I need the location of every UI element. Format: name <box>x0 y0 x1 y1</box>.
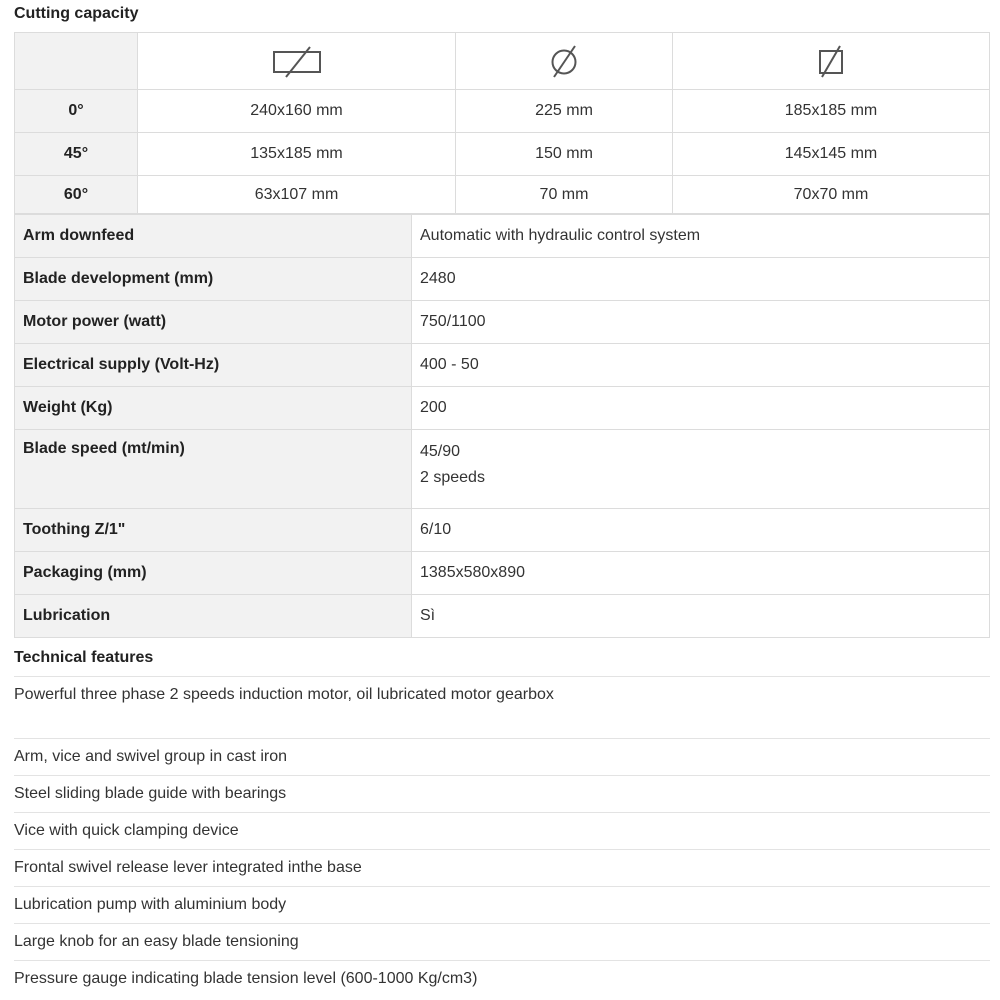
spec-label: Lubrication <box>15 595 412 638</box>
spec-label: Blade development (mm) <box>15 258 412 301</box>
square-section-cell <box>673 33 990 90</box>
technical-features-list <box>14 677 990 997</box>
capacity-row <box>15 176 990 214</box>
square-capacity-cell: 70x70 mm <box>673 176 990 214</box>
spec-value: 200 <box>412 387 990 430</box>
rect-capacity-cell: 135x185 mm <box>138 133 456 176</box>
round-section-icon <box>456 43 672 79</box>
feature-item: Arm, vice and swivel group in cast iron <box>14 739 990 776</box>
spec-row <box>15 301 990 344</box>
round-capacity-cell: 70 mm <box>456 176 673 214</box>
round-capacity-cell: 225 mm <box>456 90 673 133</box>
spec-value: Sì <box>412 595 990 638</box>
capacity-row <box>15 133 990 176</box>
spec-row <box>15 215 990 258</box>
angle-cell: 0° <box>15 90 138 133</box>
technical-features-title: Technical features <box>14 638 990 677</box>
spec-value-line: 2 speeds <box>420 469 485 486</box>
spec-row <box>15 509 990 552</box>
feature-item: Large knob for an easy blade tensioning <box>14 924 990 961</box>
spec-label: Toothing Z/1" <box>15 509 412 552</box>
spec-label: Blade speed (mt/min) <box>15 430 412 509</box>
capacity-row <box>15 90 990 133</box>
spec-sheet <box>14 0 990 997</box>
capacity-header-row <box>15 33 990 90</box>
rectangle-section-cell <box>138 33 456 90</box>
spec-row <box>15 430 990 509</box>
spec-row <box>15 344 990 387</box>
round-section-cell <box>456 33 673 90</box>
round-capacity-cell: 150 mm <box>456 133 673 176</box>
rect-capacity-cell: 240x160 mm <box>138 90 456 133</box>
spec-label: Weight (Kg) <box>15 387 412 430</box>
spec-row <box>15 258 990 301</box>
feature-item: Lubrication pump with aluminium body <box>14 887 990 924</box>
feature-item: Steel sliding blade guide with bearings <box>14 776 990 813</box>
spec-value: 400 - 50 <box>412 344 990 387</box>
spec-value: 6/10 <box>412 509 990 552</box>
capacity-corner-cell <box>15 33 138 90</box>
spec-label: Motor power (watt) <box>15 301 412 344</box>
square-capacity-cell: 185x185 mm <box>673 90 990 133</box>
spec-row <box>15 552 990 595</box>
spec-value: Automatic with hydraulic control system <box>412 215 990 258</box>
spec-value-line: 45/90 <box>420 443 461 460</box>
spec-row <box>15 387 990 430</box>
square-section-icon <box>673 43 989 79</box>
spec-label: Arm downfeed <box>15 215 412 258</box>
spec-label: Packaging (mm) <box>15 552 412 595</box>
rect-capacity-cell: 63x107 mm <box>138 176 456 214</box>
cutting-capacity-title: Cutting capacity <box>14 5 139 22</box>
spec-row <box>15 595 990 638</box>
angle-cell: 60° <box>15 176 138 214</box>
feature-item: Powerful three phase 2 speeds induction motor, oil lubricated motor gearbox <box>14 677 990 739</box>
feature-item: Frontal swivel release lever integrated inthe base <box>14 850 990 887</box>
spec-value: 750/1100 <box>412 301 990 344</box>
spec-value: 1385x580x890 <box>412 552 990 595</box>
specifications-table <box>14 214 990 638</box>
feature-item: Vice with quick clamping device <box>14 813 990 850</box>
square-capacity-cell: 145x145 mm <box>673 133 990 176</box>
cutting-capacity-table <box>14 32 990 214</box>
spec-label: Electrical supply (Volt-Hz) <box>15 344 412 387</box>
spec-value <box>412 430 990 509</box>
feature-item: Pressure gauge indicating blade tension level (600-1000 Kg/cm3) <box>14 970 478 987</box>
spec-value: 2480 <box>412 258 990 301</box>
rectangle-section-icon <box>138 44 455 78</box>
angle-cell: 45° <box>15 133 138 176</box>
